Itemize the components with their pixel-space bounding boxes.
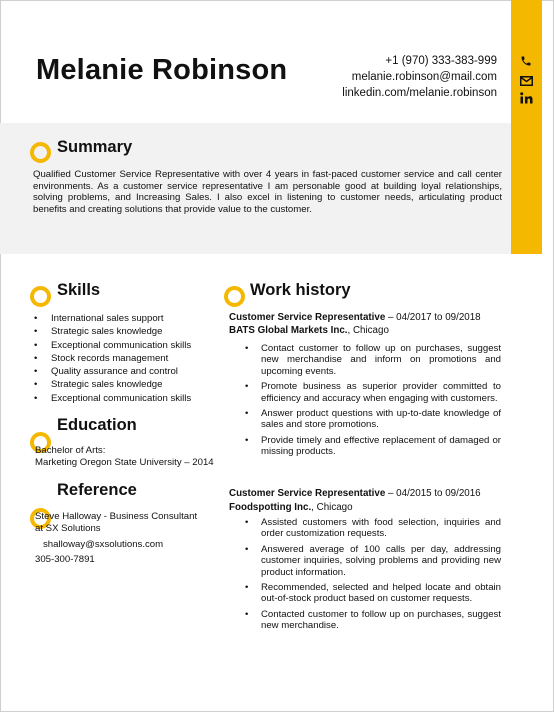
envelope-icon [517,73,535,89]
job-dates: – 04/2015 to 09/2016 [385,488,481,499]
list-item: • Assisted customers with food selection, inquiries and order customization requests. [245,517,501,540]
company-location: , Chicago [347,325,389,336]
job-duties-list [245,517,501,636]
list-item: • Recommended, selected and helped locate and obtain out-of-stock product based on customer requests. [245,582,501,605]
list-item: • Contacted customer to follow up on purchases, suggest new merchandise. [245,609,501,632]
job-company [229,502,353,513]
list-item: • Exceptional communication skills [34,339,191,352]
skills-list [34,312,191,405]
job-title [229,312,481,323]
job-duties-list [245,343,501,462]
work-circle-icon [224,286,245,307]
job-company [229,325,389,336]
reference-email[interactable]: shalloway@sxsolutions.com [43,539,164,550]
list-item: • Strategic sales knowledge [34,325,191,338]
list-item: • Answered average of 100 calls per day, addressing customer inquiries, solving problems and providing new product information. [245,544,501,578]
list-item: • Stock records management [34,352,191,365]
education-school: Marketing Oregon State University – 2014 [35,457,214,468]
list-item: • International sales support [34,312,191,325]
list-item: • Answer product questions with up-to-date knowledge of sales and store promotions. [245,408,501,431]
company-location: , Chicago [311,502,353,513]
list-item: • Contact customer to follow up on purchases, suggest new merchandise and inform on promotions and upcoming events. [245,343,501,377]
list-item: • Promote business as superior provider committed to efficiency and accuracy when engaging with customers. [245,381,501,404]
job-title [229,488,481,499]
phone-number[interactable]: +1 (970) 333-383-999 [385,55,497,67]
education-title: Education [57,416,137,434]
skills-title: Skills [57,281,101,299]
phone-icon [517,53,535,69]
list-item: • Exceptional communication skills [34,392,191,405]
list-item: • Quality assurance and control [34,365,191,378]
job-dates: – 04/2017 to 09/2018 [385,312,481,323]
linkedin-url[interactable]: linkedin.com/melanie.robinson [342,87,497,99]
reference-company: at SX Solutions [35,523,101,534]
candidate-name: Melanie Robinson [36,54,288,86]
summary-title: Summary [57,138,133,156]
summary-circle-icon [30,142,51,163]
reference-title: Reference [57,481,137,499]
email-address[interactable]: melanie.robinson@mail.com [351,71,497,83]
work-title: Work history [250,281,351,299]
job-role: Customer Service Representative [229,312,386,323]
list-item: • Strategic sales knowledge [34,378,191,391]
company-name: Foodspotting Inc. [229,502,312,513]
reference-phone[interactable]: 305-300-7891 [35,554,95,565]
company-name: BATS Global Markets Inc. [229,325,348,336]
linkedin-icon [517,90,535,106]
job-role: Customer Service Representative [229,488,386,499]
education-degree: Bachelor of Arts: [35,445,106,456]
skills-circle-icon [30,286,51,307]
list-item: • Provide timely and effective replacement of damaged or missing products. [245,435,501,458]
summary-text: Qualified Customer Service Representative with over 4 years in fast-paced customer service and call center environments. As a customer service representative I am personable good at building loyal relationships, solving problems, and Increasing Sales. I also excel in listening to customer needs, articulating product benefits and creating solutions that provide value to the customer. [33,169,502,215]
accent-bar [511,0,542,254]
reference-name: Steve Halloway - Business Consultant [35,511,198,522]
